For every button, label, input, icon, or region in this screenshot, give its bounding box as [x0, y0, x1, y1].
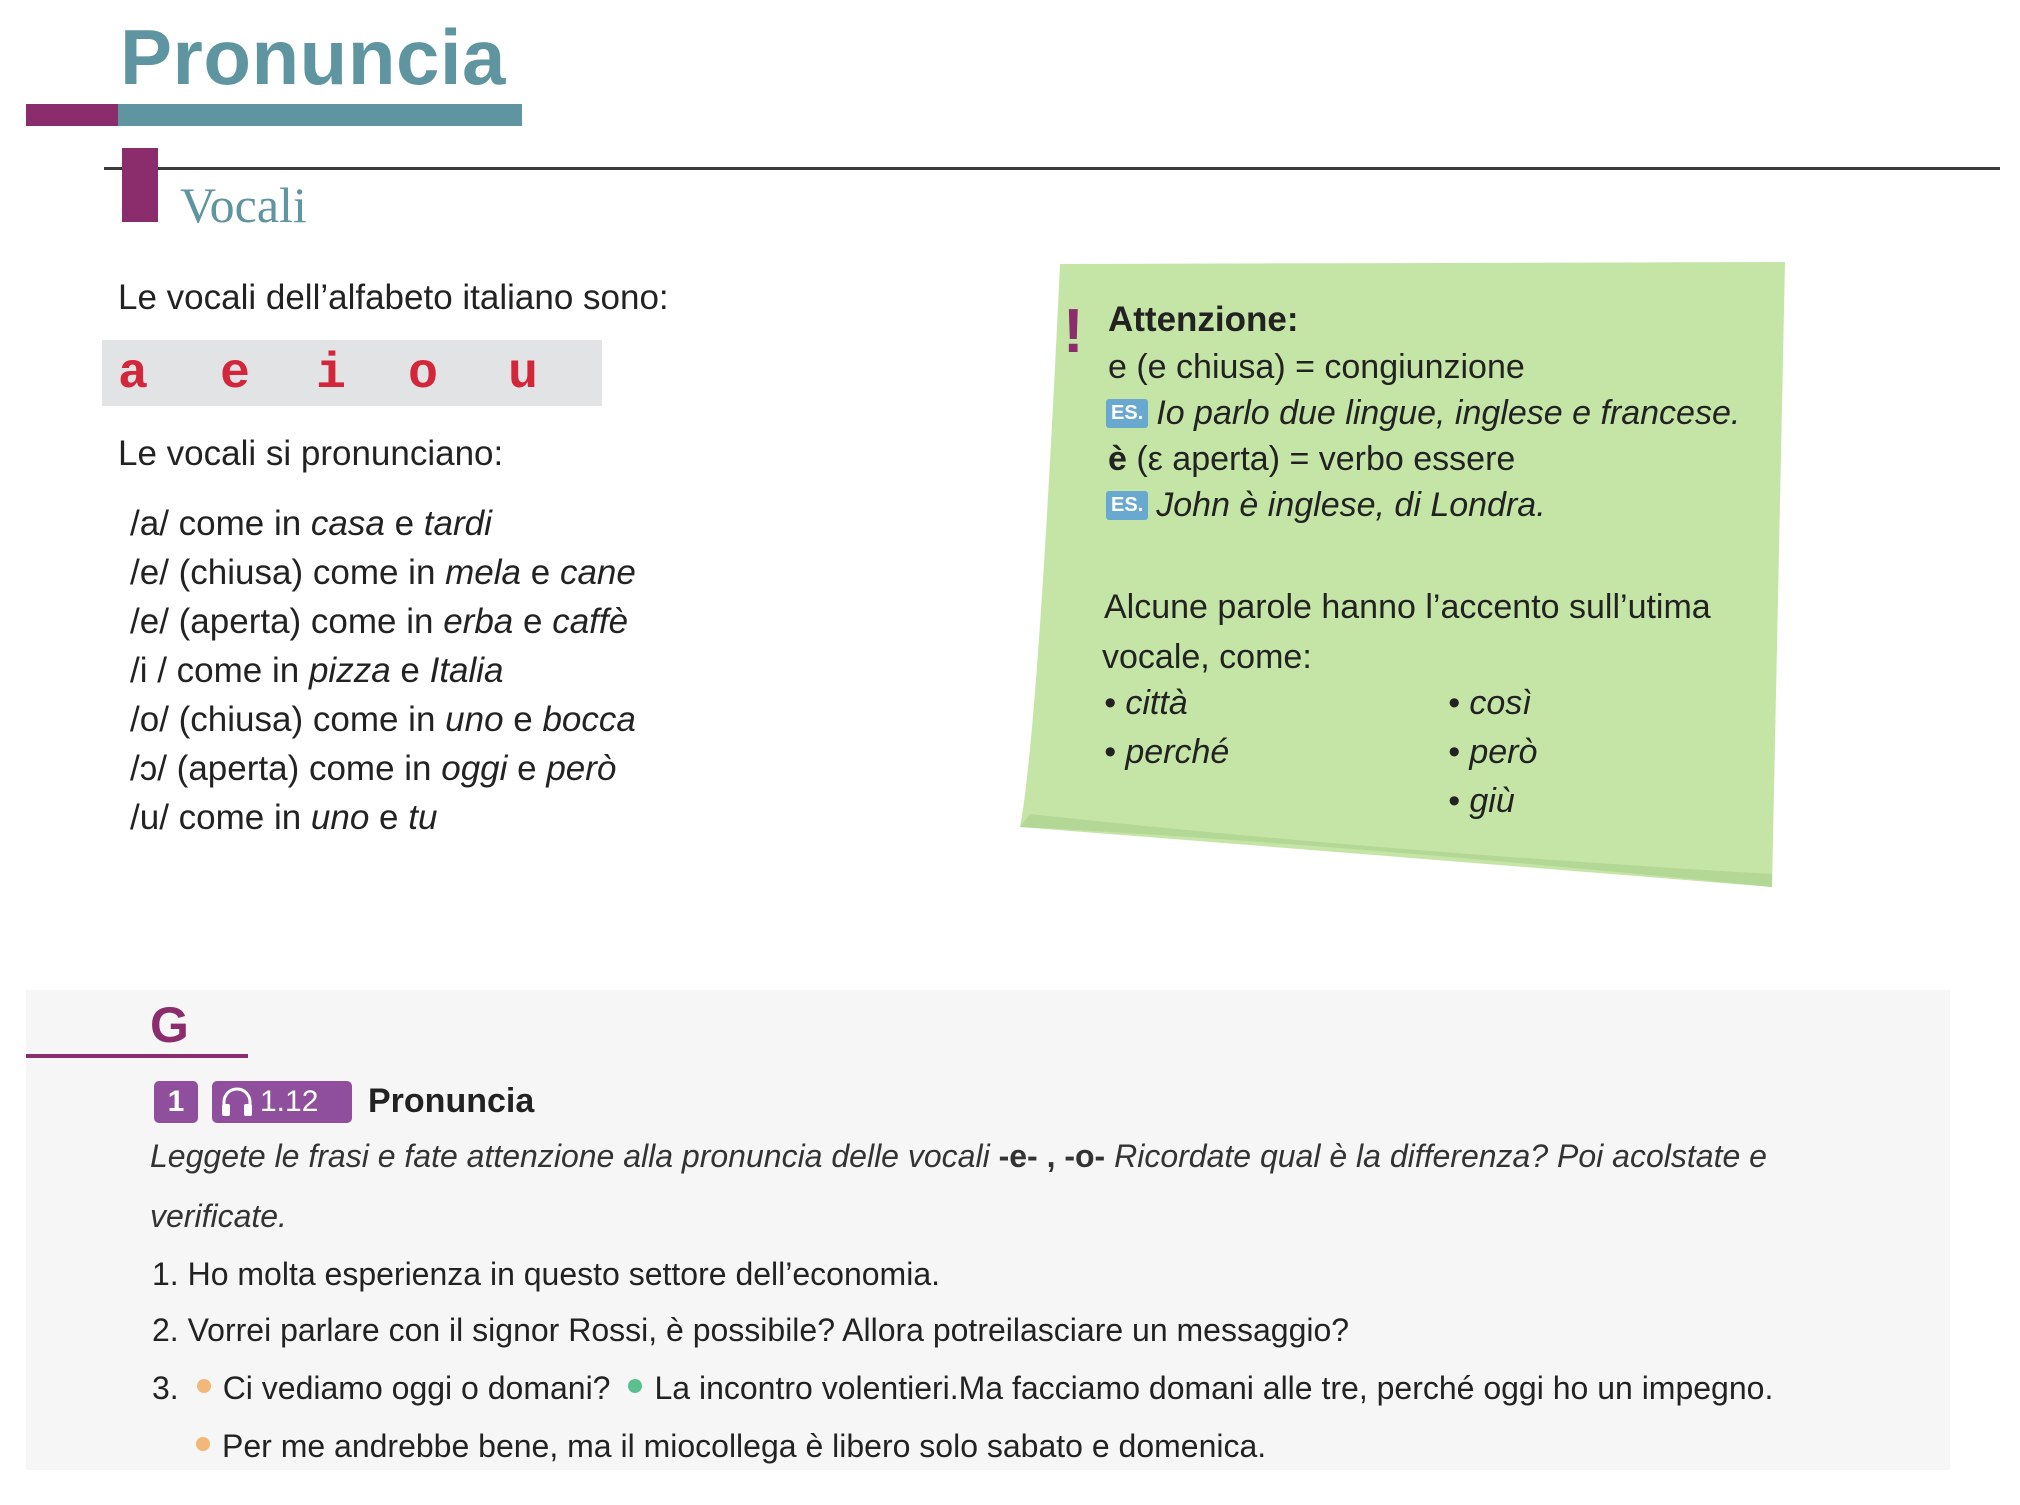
title-bar-teal [118, 104, 522, 126]
page-title: Pronuncia [120, 13, 506, 101]
pron-rule-u: /u/ come in uno e tu [130, 798, 438, 837]
title-bar-purple [26, 104, 118, 126]
note-paragraph-1: Alcune parole hanno l’accento sull’utima [1104, 588, 1711, 626]
exercise-item-3-reply: Per me andrebbe bene, ma il miocollega è libero solo sabato e domenica. [178, 1428, 1266, 1465]
warning-icon: ! [1063, 297, 1084, 366]
audio-track-badge[interactable] [212, 1081, 352, 1123]
note-example-2: ES. John è inglese, di Londra. [1106, 486, 1546, 525]
note-title: Attenzione: [1108, 300, 1299, 339]
vowel-o: o [408, 346, 439, 403]
note-line-e-open: è (ε aperta) = verbo essere [1108, 440, 1516, 478]
exercise-item-2: 2. Vorrei parlare con il signor Rossi, è possibile? Allora potreilasciare un messaggio? [152, 1312, 1350, 1348]
exercise-number-badge: 1 [154, 1081, 198, 1123]
vowel-a: a [118, 346, 149, 403]
section-letter: G [150, 997, 189, 1053]
section-title: Vocali [180, 177, 307, 233]
exercise-instruction-line2: verificate. [150, 1198, 287, 1234]
vowel-u: u [508, 346, 539, 403]
exercise-item-1: 1. Ho molta esperienza in questo settore dell’economia. [152, 1256, 940, 1292]
note-bullet: • giù [1448, 782, 1515, 820]
note-line-e-closed: e (e chiusa) = congiunzione [1108, 348, 1525, 386]
note-bullet: • così [1448, 684, 1532, 722]
es-badge: ES. [1106, 491, 1148, 520]
headphones-icon [220, 1086, 254, 1118]
speaker-b-dot [628, 1379, 642, 1393]
audio-track-number: 1.12 [260, 1085, 319, 1118]
note-bullet: • però [1448, 733, 1538, 771]
pron-rule-o-open: /ɔ/ (aperta) come in oggi e però [130, 749, 617, 788]
pronunciation-intro: Le vocali si pronunciano: [118, 434, 504, 473]
speaker-a-dot [197, 1379, 211, 1393]
pron-rule-o-closed: /o/ (chiusa) come in uno e bocca [130, 700, 636, 739]
vowels-intro: Le vocali dell’alfabeto italiano sono: [118, 278, 669, 317]
vowel-e: e [220, 346, 251, 403]
section-letter-underline [26, 1054, 248, 1058]
section-marker [122, 148, 158, 222]
pron-rule-e-closed: /e/ (chiusa) come in mela e cane [130, 553, 636, 592]
exercise-item-3: 3. Ci vediamo oggi o domani? La incontro volentieri.Ma facciamo domani alle tre, perché oggi ho un impegno. [152, 1370, 1774, 1406]
vowel-i: i [316, 346, 347, 403]
es-badge: ES. [1106, 399, 1148, 428]
pron-rule-e-open: /e/ (aperta) come in erba e caffè [130, 602, 629, 641]
pron-rule-a: /a/ come in casa e tardi [130, 504, 492, 543]
section-rule [104, 167, 2000, 170]
speaker-a-dot [196, 1437, 210, 1451]
pron-rule-i: /i / come in pizza e Italia [130, 651, 504, 690]
note-example-1: ES. Io parlo due lingue, inglese e francese. [1106, 394, 1740, 433]
exercise-title: Pronuncia [368, 1082, 535, 1120]
exercise-instruction-line1: Leggete le frasi e fate attenzione alla pronuncia delle vocali -e- , -o- Ricordate qual è la differenza? Poi acolstate e [150, 1138, 1767, 1174]
note-bullet: • città [1104, 684, 1188, 722]
note-paragraph-2: vocale, come: [1102, 638, 1312, 676]
note-bullet: • perché [1104, 733, 1230, 771]
